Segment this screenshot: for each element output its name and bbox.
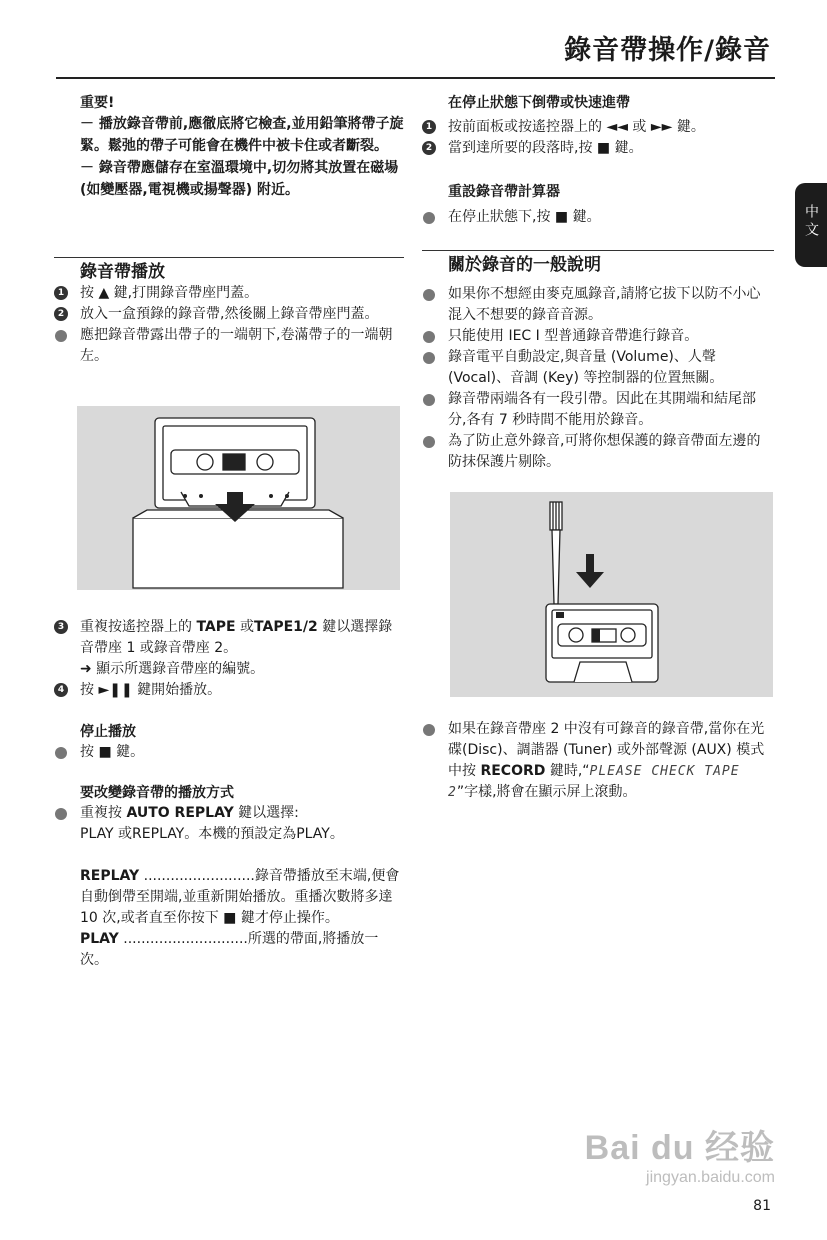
playback-continued bbox=[54, 617, 404, 701]
important-section bbox=[54, 93, 404, 201]
rewind-step-2-text: 當到達所要的段落時,按 ■ 鍵。 bbox=[448, 140, 643, 156]
page-number: 81 bbox=[753, 1198, 771, 1214]
no-tape-pre: 如果在錄音帶座 2 中沒有可錄音的錄音帶,當你在光碟(Disc)、調諧器 (Tuner) 或外部聲源 (AUX) 模式中按 bbox=[448, 721, 765, 779]
counter-item bbox=[422, 207, 774, 228]
bullet-icon bbox=[55, 747, 67, 759]
watermark-main: Bai du 经验 bbox=[584, 1129, 775, 1167]
bullet-icon bbox=[423, 352, 435, 364]
mode-post: 鍵以選擇: bbox=[238, 805, 299, 821]
rewind-step-1-text: 按前面板或按遙控器上的 ◄◄ 或 ►► 鍵。 bbox=[448, 119, 705, 135]
mode-options: PLAY 或REPLAY。本機的預設定為PLAY。 bbox=[80, 826, 344, 842]
stop-section bbox=[54, 722, 404, 763]
bullet-icon bbox=[423, 436, 435, 448]
general-item-text: 如果你不想經由麥克風錄音,請將它拔下以防不小心混入不想要的錄音音源。 bbox=[448, 286, 761, 323]
general-item bbox=[422, 284, 774, 326]
step-marker-2: 2 bbox=[54, 307, 68, 321]
rewind-section bbox=[422, 93, 774, 159]
general-item-text: 只能使用 IEC I 型普通錄音帶進行錄音。 bbox=[448, 328, 699, 344]
stop-item bbox=[54, 742, 404, 763]
header-rule bbox=[56, 77, 775, 79]
general-item bbox=[422, 326, 774, 347]
general-section bbox=[422, 250, 774, 473]
general-item-text: 為了防止意外錄音,可將你想保護的錄音帶面左邊的防抹保護片剔除。 bbox=[448, 433, 761, 470]
erase-protection-figure bbox=[450, 492, 773, 697]
no-tape-post: ”字樣,將會在顯示屏上滾動。 bbox=[456, 784, 637, 800]
playback-step-3 bbox=[54, 617, 404, 680]
watermark-url: jingyan.baidu.com bbox=[646, 1169, 775, 1186]
bullet-icon bbox=[55, 808, 67, 820]
general-heading: 關於錄音的一般說明 bbox=[422, 250, 774, 276]
replay-dots: ......................... bbox=[139, 868, 255, 884]
replay-desc: 錄音帶播放至末端,便會自動倒帶至開端,並重新開始播放。重播次數將多達 10 次,或者直至你按下 ■ 鍵才停止操作。 bbox=[80, 868, 400, 926]
stop-heading: 停止播放 bbox=[80, 724, 136, 740]
page-title: 錄音帶操作/錄音 bbox=[564, 35, 771, 66]
step-3-result: ➜ 顯示所選錄音帶座的編號。 bbox=[80, 661, 265, 677]
general-item-text: 錄音帶兩端各有一段引帶。因此在其開端和結尾部分,各有 7 秒時間不能用於錄音。 bbox=[448, 391, 756, 428]
general-item bbox=[422, 389, 774, 431]
step-marker-3: 3 bbox=[54, 620, 68, 634]
play-desc: 所選的帶面,將播放一次。 bbox=[80, 931, 379, 968]
replay-label: REPLAY bbox=[80, 868, 140, 884]
important-line-2: － 錄音帶應儲存在室溫環境中,切勿將其放置在磁場 (如變壓器,電視機或揚聲器) 附近。 bbox=[80, 160, 399, 198]
bullet-icon bbox=[423, 394, 435, 406]
rewind-heading: 在停止狀態下倒帶或快速進帶 bbox=[448, 95, 630, 111]
step-marker-1: 1 bbox=[54, 286, 68, 300]
display-message: PLEASE CHECK TAPE 2 bbox=[448, 764, 740, 800]
stop-text: 按 ■ 鍵。 bbox=[80, 744, 145, 760]
general-item bbox=[422, 347, 774, 389]
play-description bbox=[54, 929, 404, 971]
playback-step-4 bbox=[54, 680, 404, 701]
replay-description bbox=[54, 866, 404, 929]
general-list bbox=[422, 284, 774, 473]
cassette-insert-figure bbox=[77, 406, 400, 590]
no-tape-item bbox=[422, 719, 774, 803]
counter-text: 在停止狀態下,按 ■ 鍵。 bbox=[448, 209, 601, 225]
step-marker-1: 1 bbox=[422, 120, 436, 134]
baidu-watermark bbox=[575, 1120, 775, 1206]
playback-step-4-text: 按 ►❚❚ 鍵開始播放。 bbox=[80, 682, 222, 698]
step-3-or: 或 bbox=[240, 619, 255, 635]
playback-step-2-text: 放入一盒預錄的錄音帶,然後關上錄音帶座門蓋。 bbox=[80, 306, 379, 322]
language-tab-label: 中文 bbox=[803, 204, 819, 240]
bullet-icon bbox=[423, 212, 435, 224]
mode-heading: 要改變錄音帶的播放方式 bbox=[80, 785, 234, 801]
play-label: PLAY bbox=[80, 931, 119, 947]
step-marker-2: 2 bbox=[422, 141, 436, 155]
bullet-icon bbox=[55, 330, 67, 342]
playback-heading: 錄音帶播放 bbox=[54, 257, 404, 283]
important-heading: 重要! bbox=[80, 95, 115, 111]
bullet-icon bbox=[423, 724, 435, 736]
no-tape-mid: 鍵時,“ bbox=[549, 763, 590, 779]
cassette-insert-illustration bbox=[77, 406, 400, 590]
playback-section bbox=[54, 257, 404, 367]
mode-item bbox=[54, 803, 404, 845]
general-item bbox=[422, 431, 774, 473]
playback-note-text: 應把錄音帶露出帶子的一端朝下,卷滿帶子的一端朝左。 bbox=[80, 327, 393, 364]
bullet-icon bbox=[423, 331, 435, 343]
playback-note bbox=[54, 325, 404, 367]
play-dots: ............................ bbox=[118, 931, 248, 947]
record-key-label: RECORD bbox=[480, 763, 546, 779]
no-tape-note bbox=[422, 719, 774, 803]
important-line-1: － 播放錄音帶前,應徹底將它檢查,並用鉛筆將帶子旋緊。鬆弛的帶子可能會在機件中被卡住或者斷裂。 bbox=[80, 116, 404, 154]
step-3-post: 鍵以選擇錄音帶座 1 或錄音帶座 2。 bbox=[80, 619, 393, 656]
rewind-step-1 bbox=[422, 117, 774, 138]
language-tab bbox=[795, 183, 827, 267]
tape-key-label: TAPE bbox=[196, 619, 236, 635]
mode-section bbox=[54, 783, 404, 971]
erase-protection-illustration bbox=[450, 492, 773, 697]
mode-pre: 重複按 bbox=[80, 805, 122, 821]
bullet-icon bbox=[423, 289, 435, 301]
tape12-key-label: TAPE1/2 bbox=[254, 619, 318, 635]
playback-step-1-text: 按 ▲ 鍵,打開錄音帶座門蓋。 bbox=[80, 285, 259, 301]
counter-heading: 重設錄音帶計算器 bbox=[448, 184, 560, 200]
step-marker-4: 4 bbox=[54, 683, 68, 697]
general-item-text: 錄音電平自動設定,與音量 (Volume)、人聲 (Vocal)、音調 (Key) 等控制器的位置無關。 bbox=[448, 349, 724, 386]
playback-step-1 bbox=[54, 283, 404, 304]
auto-replay-key-label: AUTO REPLAY bbox=[126, 805, 234, 821]
rewind-step-2 bbox=[422, 138, 774, 159]
counter-section bbox=[422, 182, 774, 228]
step-3-pre: 重複按遙控器上的 bbox=[80, 619, 192, 635]
playback-step-2 bbox=[54, 304, 404, 325]
